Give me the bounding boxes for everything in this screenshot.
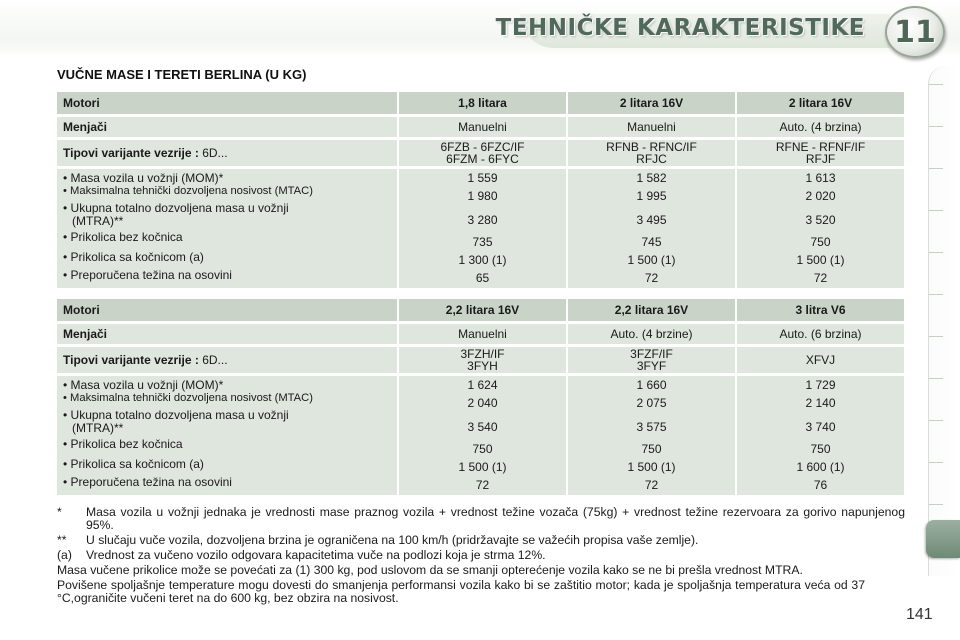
- variant-code-line: XFVJ: [805, 353, 836, 367]
- label-mtac: • Maksimalna tehnički dozvoljena nosivost (MTAC): [63, 185, 313, 197]
- footnote: [57, 549, 905, 562]
- footnote-text: Masa vozila u vožnji jednaka je vrednosti mase praznog vozila + vrednost težine vozača (75kg) + vrednost težine rezervoara za gorivo napunjenog 95%.: [86, 505, 905, 532]
- value-trailer-nobrake: 745: [641, 235, 662, 249]
- value-mtra: 3 575: [636, 420, 667, 434]
- value-mom: 1 624: [467, 378, 498, 392]
- value-trailer-nobrake: 735: [472, 235, 493, 249]
- variant-code-line: RFJC: [636, 152, 667, 166]
- variant-code-line: 3FYH: [467, 359, 498, 373]
- chapter-tab-rail: [928, 66, 960, 576]
- value-mtac: 2 020: [805, 189, 836, 203]
- rail-tick: [929, 378, 943, 379]
- variant-label: Tipovi varijante vezrije :: [63, 146, 199, 160]
- variant-code-line: 6FZM - 6FYC: [446, 152, 519, 166]
- value-trailer-brake: 1 600 (1): [796, 460, 845, 474]
- footnote-mark: *: [57, 505, 62, 519]
- chapter-number-badge: [885, 6, 945, 58]
- label-mom: • Masa vozila u vožnji (MOM)*: [63, 378, 224, 392]
- rail-tick: [929, 420, 943, 421]
- engine-name: 2 litara 16V: [735, 92, 904, 114]
- rail-tick: [929, 336, 943, 337]
- engine-header-label: Motori: [57, 92, 397, 114]
- engine-header-row: [57, 299, 904, 321]
- page-number: 141: [906, 606, 933, 623]
- value-mom: 1 613: [805, 171, 836, 185]
- value-mtac: 1 995: [636, 189, 667, 203]
- label-trailer-nobrake: • Prikolica bez kočnica: [63, 230, 183, 244]
- engine-name: 2,2 litara 16V: [397, 299, 566, 321]
- variant-label-cell: [57, 140, 397, 166]
- gearbox-label: Menjači: [57, 117, 397, 137]
- label-mtra-cont: [63, 422, 391, 435]
- gearbox-row: [57, 117, 904, 137]
- variant-label-cell: [57, 347, 397, 373]
- mass-values-column: [566, 169, 735, 288]
- gearbox-label: Menjači: [57, 324, 397, 344]
- value-mom: 1 582: [636, 171, 667, 185]
- label-mom: • Masa vozila u vožnji (MOM)*: [63, 171, 224, 185]
- mass-values-column: [566, 376, 735, 495]
- variant-code: [566, 140, 735, 166]
- variant-code-line: RFJF: [805, 152, 836, 166]
- engine-header-row: [57, 92, 904, 114]
- variant-prefix: 6D...: [202, 146, 228, 160]
- mass-labels: [57, 376, 397, 495]
- label-mtra: • Ukupna totalno dozvoljena masa u vožnji: [63, 201, 289, 215]
- value-trailer-nobrake: 750: [810, 235, 831, 249]
- footnotes: [57, 506, 905, 607]
- engine-name: 2,2 litara 16V: [566, 299, 735, 321]
- rail-tick: [929, 210, 943, 211]
- mass-values-column: [397, 376, 566, 495]
- chapter-number: 11: [894, 14, 936, 50]
- gearbox-row: [57, 324, 904, 344]
- gearbox-value: Auto. (4 brzine): [566, 324, 735, 344]
- chapter-title: TEHNIČKE KARAKTERISTIKE: [495, 15, 865, 41]
- label-trailer-nobrake: • Prikolica bez kočnica: [63, 437, 183, 451]
- value-nose-weight: 72: [475, 478, 490, 492]
- rail-tick: [929, 504, 943, 505]
- variant-code: [735, 347, 904, 373]
- variant-code-line: 6FZB - 6FZC/IF: [440, 140, 525, 154]
- label-nose-weight: • Preporučena težina na osovini: [63, 475, 232, 489]
- footnote-mark: **: [57, 533, 67, 547]
- section-title: VUČNE MASE I TERETI BERLINA (U KG): [57, 67, 307, 82]
- rail-tick: [929, 252, 943, 253]
- value-nose-weight: 76: [813, 478, 828, 492]
- mass-values-column: [397, 169, 566, 288]
- rail-tick: [929, 294, 943, 295]
- value-mtra: 3 520: [805, 213, 836, 227]
- variant-row: [57, 140, 904, 166]
- label-nose-weight: • Preporučena težina na osovini: [63, 268, 232, 282]
- mass-values-column: [735, 376, 904, 495]
- mass-values-row: [57, 376, 904, 495]
- value-mtra: 3 495: [636, 213, 667, 227]
- note-paragraph: Masa vučene prikolice može se povećati za (1) 300 kg, pod uslovom da se smanji opterećenje vozila kako se ne bi prešla vrednost MTRA.: [57, 563, 803, 577]
- label-mtra-suffix: (MTRA)**: [72, 421, 124, 435]
- variant-code-line: 3FYF: [636, 359, 667, 373]
- spec-table-2: [57, 296, 904, 498]
- value-mom: 1 559: [467, 171, 498, 185]
- footnote: [57, 534, 905, 547]
- value-nose-weight: 65: [475, 271, 490, 285]
- value-mtac: 2 140: [805, 396, 836, 410]
- gearbox-value: Auto. (4 brzina): [735, 117, 904, 137]
- value-mtac: 2 040: [467, 396, 498, 410]
- footnote: [57, 506, 905, 532]
- gearbox-value: Manuelni: [397, 324, 566, 344]
- variant-code: [397, 347, 566, 373]
- variant-row: [57, 347, 904, 373]
- rail-tick: [929, 84, 943, 85]
- label-mtac: • Maksimalna tehnički dozvoljena nosivost (MTAC): [63, 392, 313, 404]
- value-mtra: 3 740: [805, 420, 836, 434]
- footnote-text: U slučaju vuče vozila, dozvoljena brzina je ograničena na 100 km/h (pridržavajte se važećih propisa vaše zemlje).: [86, 533, 699, 547]
- engine-header-label: Motori: [57, 299, 397, 321]
- label-mtra-cont: [63, 215, 391, 228]
- rail-tick: [929, 168, 943, 169]
- label-mtra: • Ukupna totalno dozvoljena masa u vožnji: [63, 408, 289, 422]
- value-trailer-brake: 1 500 (1): [796, 253, 845, 267]
- rail-tick: [929, 462, 943, 463]
- value-mtac: 2 075: [636, 396, 667, 410]
- value-nose-weight: 72: [644, 271, 659, 285]
- engine-name: 1,8 litara: [397, 92, 566, 114]
- spec-table-1: [57, 89, 904, 291]
- variant-code: [735, 140, 904, 166]
- value-trailer-nobrake: 750: [810, 442, 831, 456]
- value-mom: 1 660: [636, 378, 667, 392]
- variant-code-line: 3FZF/IF: [630, 347, 673, 361]
- variant-code: [566, 347, 735, 373]
- value-trailer-brake: 1 500 (1): [627, 460, 676, 474]
- note-paragraph: Povišene spoljašnje temperature mogu dovesti do smanjenja performansi vozila kako bi se zaštitio motor; kada je spoljašnja temperatura veća od 37 °C,ograničite vučeni teret na do 600 kg, bez obzira na nosivost.: [57, 578, 865, 605]
- mass-values-row: [57, 169, 904, 288]
- mass-values-column: [735, 169, 904, 288]
- footnote-mark: (a): [57, 548, 72, 562]
- engine-name: 2 litara 16V: [566, 92, 735, 114]
- variant-code-line: RFNE - RFNF/IF: [775, 140, 866, 154]
- variant-prefix: 6D...: [202, 353, 228, 367]
- variant-label: Tipovi varijante vezrije :: [63, 353, 199, 367]
- footnote-text: Vrednost za vučeno vozilo odgovara kapacitetima vuče na podlozi koja je strma 12%.: [86, 548, 546, 562]
- rail-tick: [929, 126, 943, 127]
- engine-name: 3 litra V6: [735, 299, 904, 321]
- value-trailer-brake: 1 300 (1): [458, 253, 507, 267]
- value-mtra: 3 540: [467, 420, 498, 434]
- gearbox-value: Manuelni: [397, 117, 566, 137]
- value-mom: 1 729: [805, 378, 836, 392]
- chapter-tab-active[interactable]: [926, 520, 960, 558]
- value-trailer-nobrake: 750: [472, 442, 493, 456]
- variant-code: [397, 140, 566, 166]
- gearbox-value: Manuelni: [566, 117, 735, 137]
- label-mtra-suffix: (MTRA)**: [72, 214, 124, 228]
- value-nose-weight: 72: [813, 271, 828, 285]
- value-trailer-nobrake: 750: [641, 442, 662, 456]
- label-trailer-brake: • Prikolica sa kočnicom (a): [63, 457, 204, 471]
- label-trailer-brake: • Prikolica sa kočnicom (a): [63, 250, 204, 264]
- variant-code-line: RFNB - RFNC/IF: [606, 140, 697, 154]
- value-nose-weight: 72: [644, 478, 659, 492]
- gearbox-value: Auto. (6 brzina): [735, 324, 904, 344]
- mass-labels: [57, 169, 397, 288]
- value-mtac: 1 980: [467, 189, 498, 203]
- variant-code-line: 3FZH/IF: [460, 347, 505, 361]
- value-trailer-brake: 1 500 (1): [627, 253, 676, 267]
- value-trailer-brake: 1 500 (1): [458, 460, 507, 474]
- value-mtra: 3 280: [467, 213, 498, 227]
